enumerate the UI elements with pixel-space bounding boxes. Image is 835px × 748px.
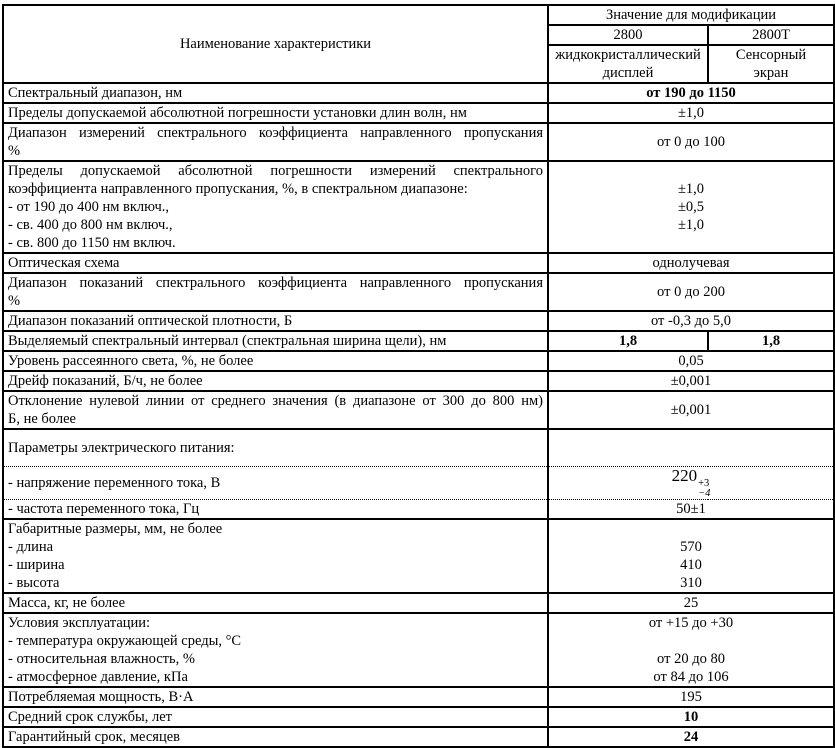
spec-name-line: Диапазон показаний спектрального коэффициента направленного пропускания xyxy=(8,275,543,291)
spec-value-line: однолучевая xyxy=(652,255,730,271)
spec-name-line: Спектральный диапазон, нм xyxy=(8,85,183,101)
spec-name xyxy=(3,311,548,331)
spec-name-line: - относительная влажность, % xyxy=(8,650,195,667)
spec-value xyxy=(548,371,834,391)
table-row xyxy=(3,707,834,727)
table-row xyxy=(3,613,834,687)
table-row xyxy=(3,103,834,123)
table-row xyxy=(3,311,834,331)
spec-name-line: Пределы допускаемой абсолютной погрешности измерений спектрального xyxy=(8,163,543,179)
spec-value-line xyxy=(553,520,829,538)
document-page xyxy=(0,4,835,745)
spec-name-line: Уровень рассеянного света, %, не более xyxy=(8,353,254,369)
spec-value-line: от 20 до 80 xyxy=(657,650,725,667)
spec-name xyxy=(3,273,548,311)
spec-value xyxy=(548,499,834,519)
header-model-2800: 2800 xyxy=(548,25,708,45)
spec-value-line: 25 xyxy=(683,594,699,611)
spec-value xyxy=(548,727,834,747)
spec-name xyxy=(3,351,548,371)
spec-value xyxy=(548,613,834,687)
header-row-group xyxy=(3,5,834,25)
spec-value-line xyxy=(553,632,829,650)
spec-value-line: от +15 до +30 xyxy=(648,614,734,631)
table-row xyxy=(3,123,834,161)
spec-name xyxy=(3,103,548,123)
spec-value-line: 10 xyxy=(683,708,699,725)
spec-name-line: - св. 400 до 800 нм включ., xyxy=(8,217,173,233)
spec-name xyxy=(3,253,548,273)
spec-name-line: Параметры электрического питания: xyxy=(8,440,235,456)
spec-name xyxy=(3,593,548,613)
spec-value xyxy=(548,311,834,331)
spec-name xyxy=(3,429,548,467)
table-row xyxy=(3,83,834,103)
table-row xyxy=(3,467,834,500)
spec-value-line: 0,05 xyxy=(678,353,704,369)
table-row xyxy=(3,371,834,391)
spec-name-line: Б, не более xyxy=(8,411,76,427)
spec-name-line: - температура окружающей среды, °С xyxy=(8,632,242,649)
spec-name xyxy=(3,687,548,707)
spec-value xyxy=(548,707,834,727)
spec-name-line: Отклонение нулевой линии от среднего значения (в диапазоне от 300 до 800 нм) xyxy=(8,393,543,409)
spec-value xyxy=(548,351,834,371)
spec-name-line: Средний срок службы, лет xyxy=(8,708,172,725)
table-row xyxy=(3,351,834,371)
spec-name-line: - высота xyxy=(8,574,60,591)
spec-name xyxy=(3,499,548,519)
spec-name-line: Дрейф показаний, Б/ч, не более xyxy=(8,373,203,389)
spec-value-line: 195 xyxy=(680,688,702,705)
spec-value xyxy=(548,123,834,161)
specifications-table xyxy=(2,4,835,748)
spec-value-line: от 84 до 106 xyxy=(653,668,729,685)
spec-name xyxy=(3,707,548,727)
spec-name-line: Диапазон показаний оптической плотности, Б xyxy=(8,313,293,329)
spec-name-line: - ширина xyxy=(8,556,65,573)
header-model-2800t: 2800Т xyxy=(708,25,834,45)
spec-name xyxy=(3,83,548,103)
spec-value-line: от -0,3 до 5,0 xyxy=(651,313,731,329)
spec-name xyxy=(3,467,548,500)
spec-value xyxy=(548,467,834,500)
table-row xyxy=(3,331,834,351)
spec-name-line: - частота переменного тока, Гц xyxy=(8,500,200,517)
spec-name-line: Выделяемый спектральный интервал (спектральная ширина щели), нм xyxy=(8,333,447,349)
spec-name-line: - от 190 до 400 нм включ., xyxy=(8,199,169,215)
spec-name xyxy=(3,161,548,253)
spec-value-line: 310 xyxy=(680,574,702,591)
spec-name-line: Пределы допускаемой абсолютной погрешности установки длин волн, нм xyxy=(8,105,467,121)
spec-name-line: Оптическая схема xyxy=(8,255,120,271)
spec-name-line: коэффициента направленного пропускания, %, в спектральном диапазоне: xyxy=(8,181,468,197)
spec-name xyxy=(3,123,548,161)
spec-value xyxy=(548,103,834,123)
spec-value xyxy=(548,253,834,273)
spec-value xyxy=(548,519,834,593)
table-row xyxy=(3,391,834,429)
spec-value: 1,8 xyxy=(548,331,708,351)
spec-name xyxy=(3,519,548,593)
spec-name-line: Потребляемая мощность, В·А xyxy=(8,688,194,705)
table-row xyxy=(3,687,834,707)
spec-name-line: % xyxy=(8,143,21,159)
spec-value-line: ±1,0 xyxy=(677,105,705,121)
table-row xyxy=(3,429,834,467)
spec-value xyxy=(548,687,834,707)
spec-value-line: 410 xyxy=(680,556,702,573)
spec-value-line: ±1,0 xyxy=(677,217,705,233)
spec-name-line: % xyxy=(8,293,21,309)
voltage-tolerance-value: 220 +3 −4 xyxy=(671,466,711,499)
spec-name xyxy=(3,613,548,687)
spec-value xyxy=(548,593,834,613)
spec-name-line: - св. 800 до 1150 нм включ. xyxy=(8,235,176,251)
spec-name-line: - атмосферное давление, кПа xyxy=(8,668,188,685)
spec-value xyxy=(548,391,834,429)
spec-value-line: от 0 до 200 xyxy=(657,284,725,300)
table-row xyxy=(3,253,834,273)
table-row xyxy=(3,593,834,613)
header-display-2800: жидкокристаллический дисплей xyxy=(548,45,708,83)
header-display-2800t: Сенсорный экран xyxy=(708,45,834,83)
spec-name xyxy=(3,371,548,391)
spec-value xyxy=(548,273,834,311)
spec-value-line: ±0,001 xyxy=(670,402,712,418)
spec-value xyxy=(548,429,834,467)
spec-name xyxy=(3,727,548,747)
spec-value: 1,8 xyxy=(708,331,834,351)
spec-name-line: - напряжение переменного тока, В xyxy=(8,474,221,491)
spec-value-line: от 0 до 100 xyxy=(657,134,725,150)
spec-name xyxy=(3,391,548,429)
table-row xyxy=(3,519,834,593)
spec-name-line: Масса, кг, не более xyxy=(8,594,126,611)
table-row xyxy=(3,161,834,253)
spec-name-line: - длина xyxy=(8,538,54,555)
spec-value-line: от 190 до 1150 xyxy=(646,85,736,101)
spec-value-line: ±0,5 xyxy=(677,199,705,215)
spec-name-line: Габаритные размеры, мм, не более xyxy=(8,520,223,537)
spec-name-line: Условия эксплуатации: xyxy=(8,614,151,631)
spec-name-line: Диапазон измерений спектрального коэффициента направленного пропускания xyxy=(8,125,543,141)
table-row xyxy=(3,727,834,747)
spec-value-line: 50±1 xyxy=(676,500,706,517)
spec-name-line: Гарантийный срок, месяцев xyxy=(8,728,180,745)
spec-value-line: 24 xyxy=(683,728,699,745)
spec-value-line: 570 xyxy=(680,538,702,555)
spec-value-line: ±1,0 xyxy=(677,181,705,197)
table-row xyxy=(3,499,834,519)
spec-value xyxy=(548,83,834,103)
header-value-group: Значение для модификации xyxy=(548,5,834,25)
spec-name xyxy=(3,331,548,351)
spec-value-line: ±0,001 xyxy=(670,373,712,389)
header-characteristic-name: Наименование характеристики xyxy=(3,5,548,83)
table-row xyxy=(3,273,834,311)
spec-value xyxy=(548,161,834,253)
